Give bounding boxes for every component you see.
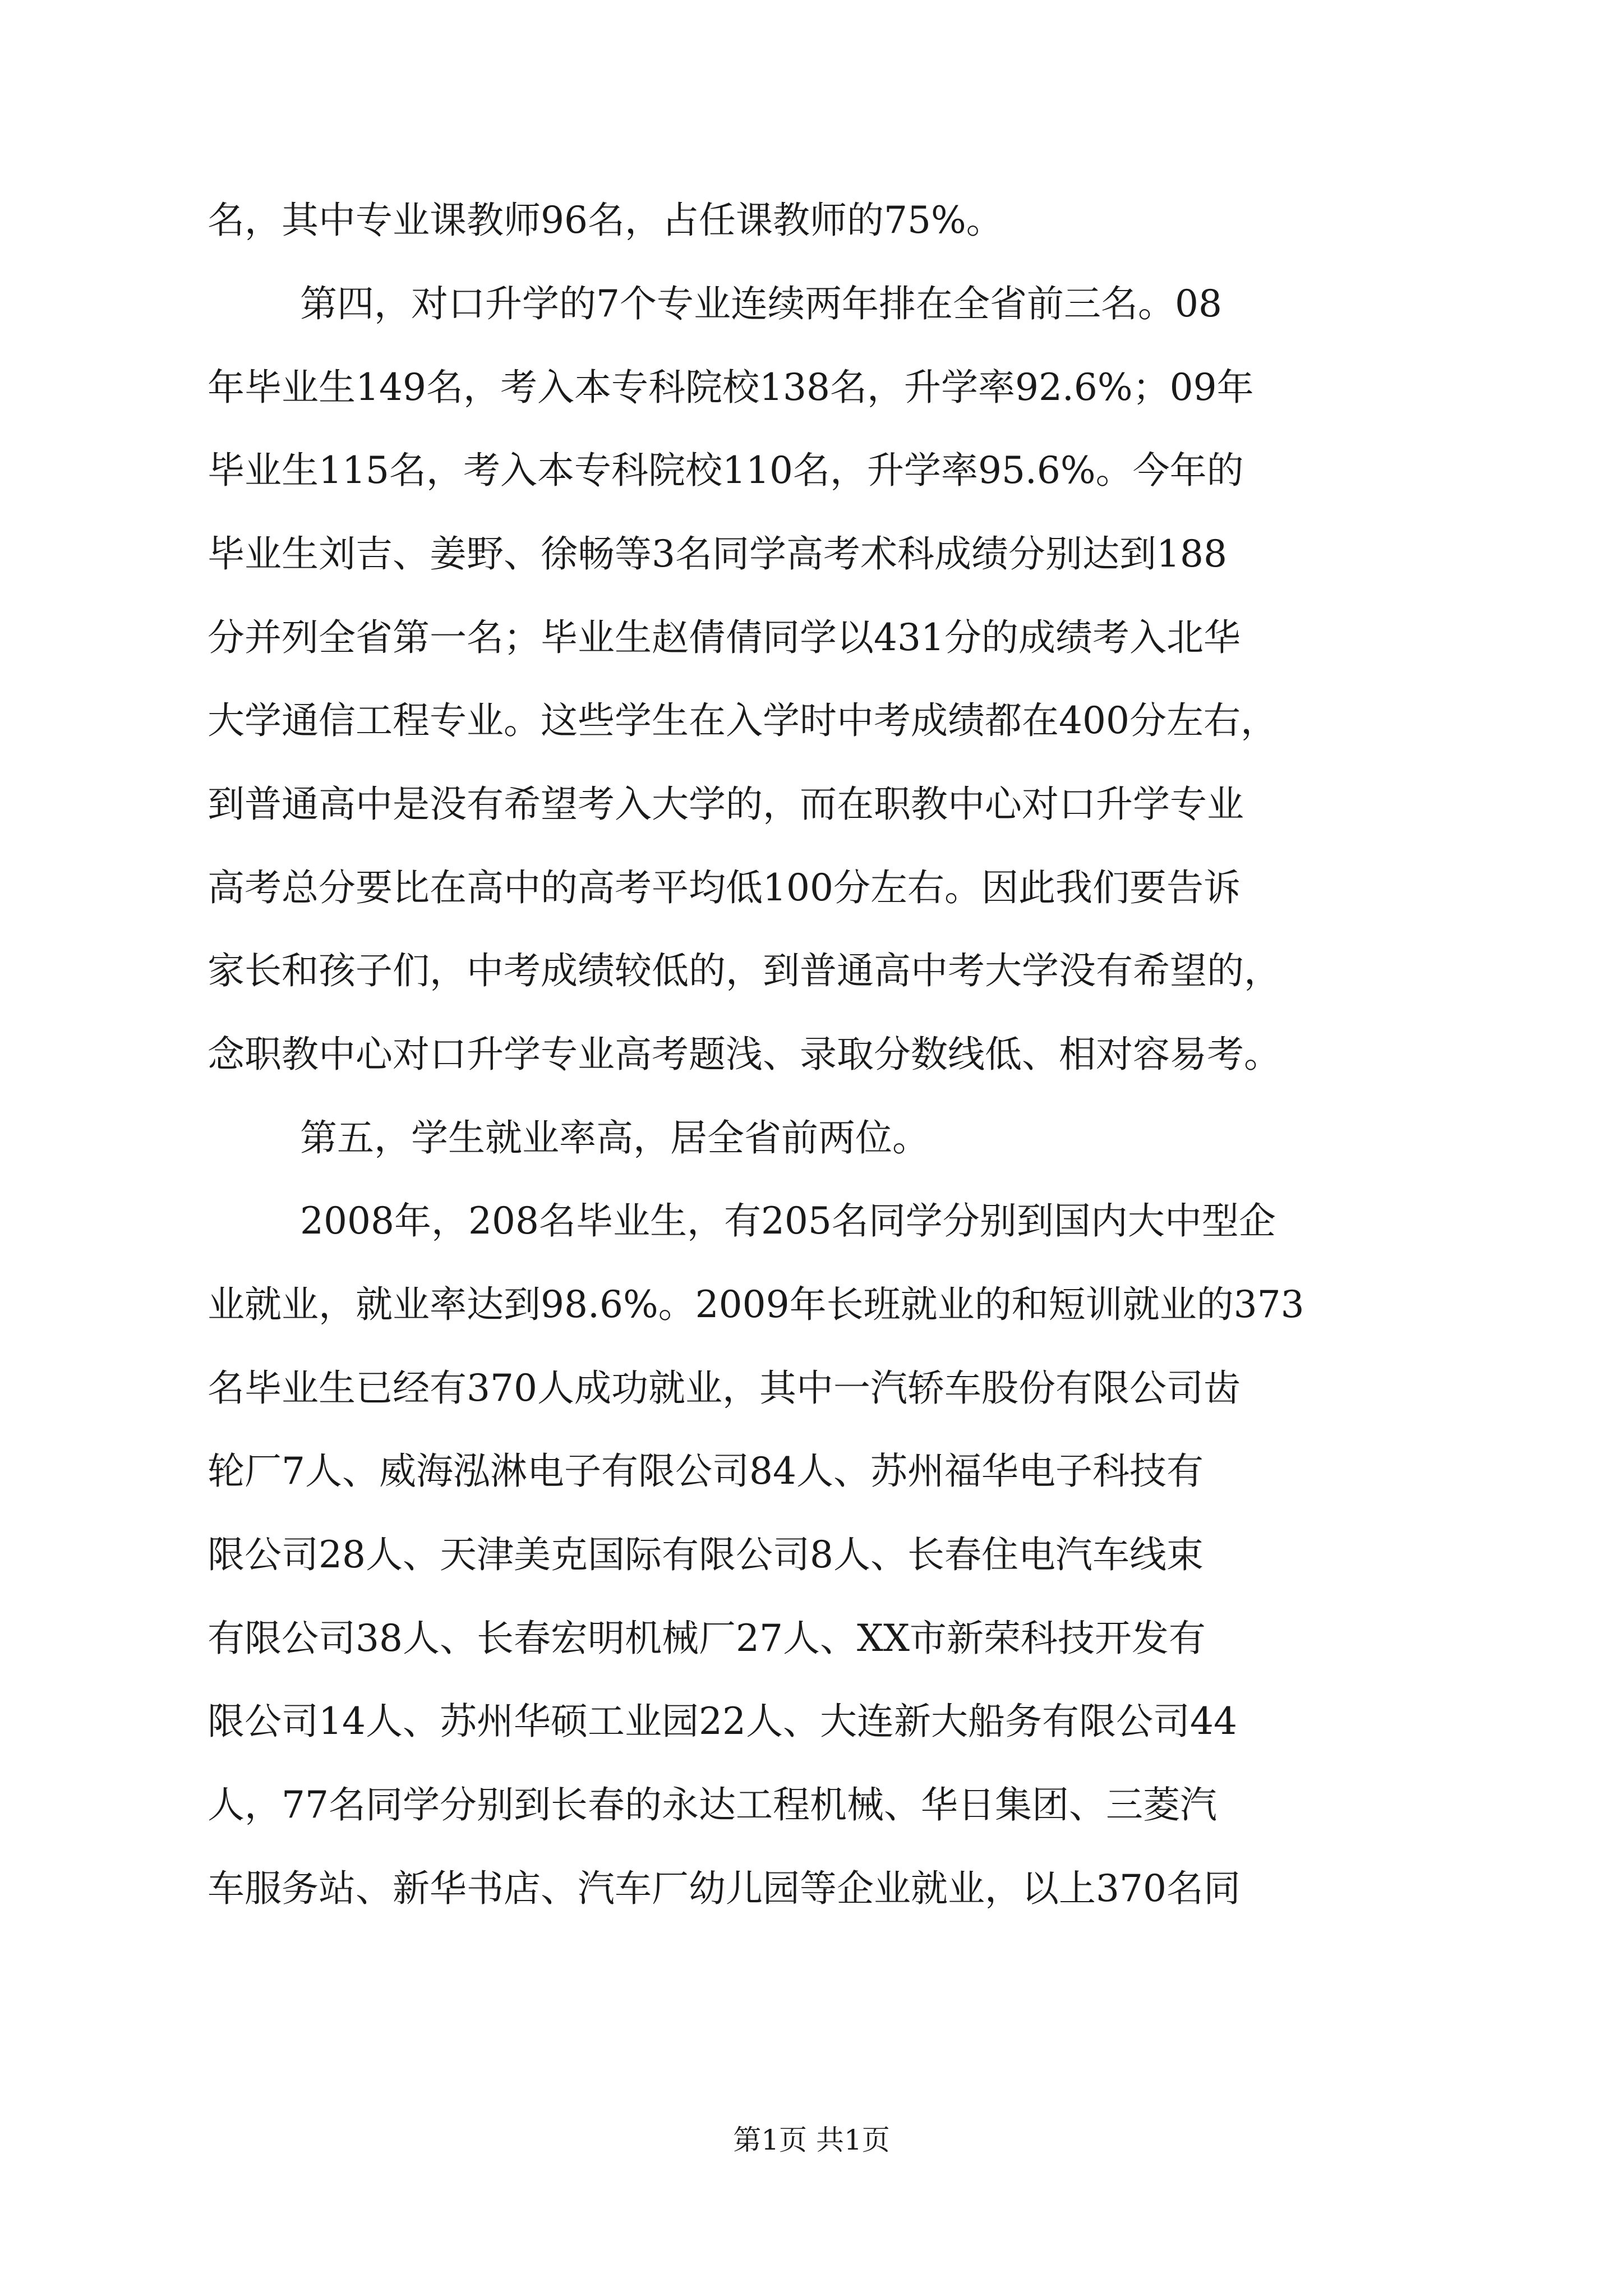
text-line-1: 名，其中专业课教师96名，占任课教师的75%。 — [208, 199, 1003, 242]
text-line-16: 轮厂7人、威海泓淋电子有限公司84人、苏州福华电子科技有 — [208, 1450, 1204, 1493]
text-line-11: 念职教中心对口升学专业高考题浅、录取分数线低、相对容易考。 — [208, 1033, 1281, 1076]
text-line-12: 第五，学生就业率高，居全省前两位。 — [300, 1116, 929, 1159]
text-line-18: 有限公司38人、长春宏明机械厂27人、XX市新荣科技开发有 — [208, 1617, 1206, 1660]
text-line-6: 分并列全省第一名；毕业生赵倩倩同学以431分的成绩考入北华 — [208, 616, 1241, 659]
text-line-10: 家长和孩子们，中考成绩较低的，到普通高中考大学没有希望的， — [208, 949, 1281, 992]
text-line-15: 名毕业生已经有370人成功就业，其中一汽轿车股份有限公司齿 — [208, 1366, 1241, 1410]
text-line-20: 人，77名同学分别到长春的永达工程机械、华日集团、三菱汽 — [208, 1783, 1217, 1826]
text-line-5: 毕业生刘吉、姜野、徐畅等3名同学高考术科成绩分别达到188 — [208, 532, 1227, 576]
text-line-14: 业就业，就业率达到98.6%。2009年长班就业的和短训就业的373 — [208, 1283, 1304, 1326]
text-line-7: 大学通信工程专业。这些学生在入学时中考成绩都在400分左右， — [208, 699, 1278, 742]
text-line-9: 高考总分要比在高中的高考平均低100分左右。因此我们要告诉 — [208, 866, 1241, 909]
text-line-21: 车服务站、新华书店、汽车厂幼儿园等企业就业，以上370名同 — [208, 1867, 1241, 1910]
text-line-4: 毕业生115名，考入本专科院校110名，升学率95.6%。今年的 — [208, 449, 1244, 492]
text-line-8: 到普通高中是没有希望考入大学的，而在职教中心对口升学专业 — [208, 783, 1244, 826]
text-line-3: 年毕业生149名，考入本专科院校138名，升学率92.6%；09年 — [208, 366, 1254, 409]
text-line-19: 限公司14人、苏州华硕工业园22人、大连新大船务有限公司44 — [208, 1700, 1237, 1743]
page-footer: 第1页 共1页 — [733, 2124, 890, 2156]
text-line-2: 第四，对口升学的7个专业连续两年排在全省前三名。08 — [300, 282, 1222, 325]
text-line-17: 限公司28人、天津美克国际有限公司8人、长春住电汽车线束 — [208, 1533, 1204, 1576]
text-line-13: 2008年，208名毕业生，有205名同学分别到国内大中型企 — [300, 1199, 1276, 1243]
